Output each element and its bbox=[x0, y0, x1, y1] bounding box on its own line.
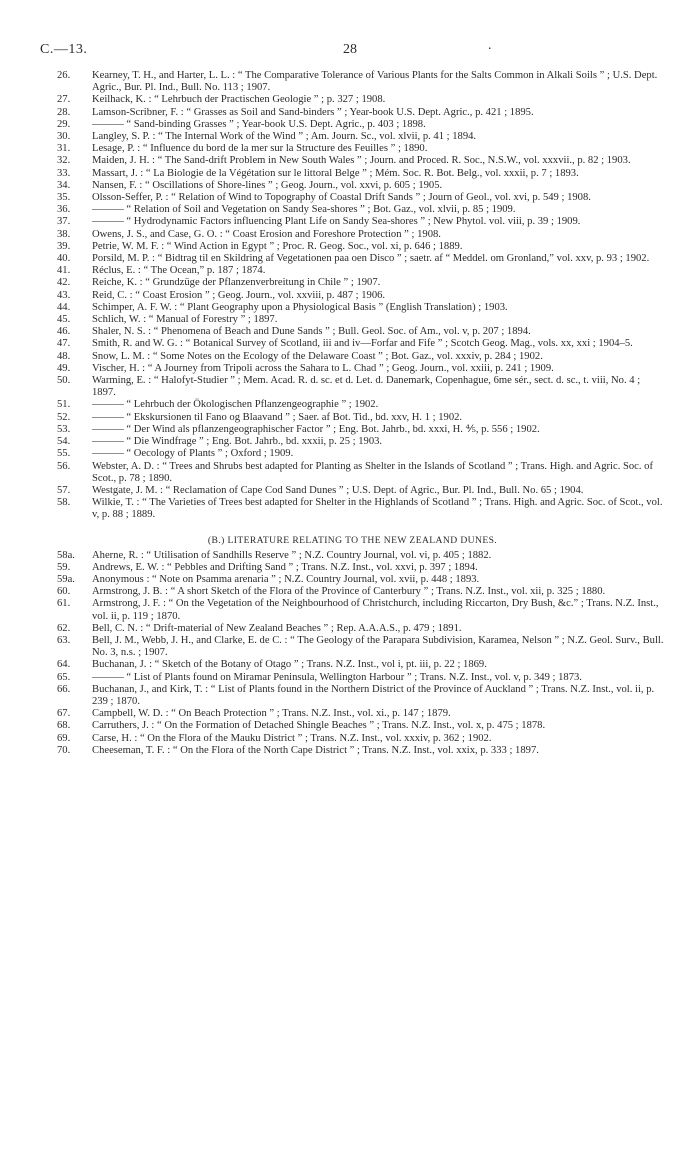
reference-list bbox=[40, 70, 665, 757]
reference-text: Snow, L. M. : “ Some Notes on the Ecology of the Delaware Coast ” ; Bot. Gaz., vol. xxxiv, p. 284 ; 1902. bbox=[92, 350, 543, 362]
reference-entry bbox=[40, 672, 665, 684]
reference-entry bbox=[40, 375, 665, 399]
reference-number: 32. bbox=[57, 155, 71, 167]
reference-text: Kearney, T. H., and Harter, L. L. : “ The Comparative Tolerance of Various Plants for the Salts Common in Alkali Soils ” ; U.S. Dept. Agric., Bur. Pl. Ind., Bull. No. 113 ; 1907. bbox=[92, 70, 658, 94]
reference-number: 70. bbox=[57, 744, 71, 756]
reference-number: 56. bbox=[57, 460, 71, 472]
reference-text: Reid, C. : “ Coast Erosion ” ; Geog. Journ., vol. xxviii, p. 487 ; 1906. bbox=[92, 289, 386, 301]
reference-number: 34. bbox=[57, 179, 71, 191]
reference-number: 36. bbox=[57, 204, 71, 216]
reference-text: Porsild, M. P. : “ Bidtrag til en Skildring af Vegetationen paa oen Disco ” ; saetr. af “ Meddel. om Gronland,” vol. xxv, p. 93 ; 1902. bbox=[92, 253, 650, 265]
reference-number: 46. bbox=[57, 326, 71, 338]
reference-text: Owens, J. S., and Case, G. O. : “ Coast Erosion and Foreshore Protection ” ; 1908. bbox=[92, 228, 441, 240]
reference-text: Cheeseman, T. F. : “ On the Flora of the North Cape District ” ; Trans. N.Z. Inst., vol. xxix, p. 333 ; 1897. bbox=[92, 744, 539, 756]
reference-entry bbox=[40, 598, 665, 622]
reference-entry bbox=[40, 733, 665, 745]
reference-entry bbox=[40, 290, 665, 302]
reference-text: Petrie, W. M. F. : “ Wind Action in Egypt ” ; Proc. R. Geog. Soc., vol. xi, p. 646 ; 1889. bbox=[92, 240, 463, 252]
reference-entry bbox=[40, 241, 665, 253]
reference-text: Andrews, E. W. : “ Pebbles and Drifting Sand ” ; Trans. N.Z. Inst., vol. xxvi, p. 397 ; 1894. bbox=[92, 561, 478, 573]
reference-text: Aherne, R. : “ Utilisation of Sandhills Reserve ” ; N.Z. Country Journal, vol. vi, p. 405 ; 1882. bbox=[92, 549, 492, 561]
reference-text: Nansen, F. : “ Oscillations of Shore-lines ” ; Geog. Journ., vol. xxvi, p. 605 ; 1905. bbox=[92, 179, 443, 191]
reference-number: 63. bbox=[57, 634, 71, 646]
reference-number: 53. bbox=[57, 423, 71, 435]
reference-number: 59a. bbox=[57, 573, 75, 585]
reference-number: 31. bbox=[57, 143, 71, 155]
reference-entry bbox=[40, 424, 665, 436]
reference-number: 35. bbox=[57, 192, 71, 204]
reference-entry bbox=[40, 351, 665, 363]
reference-number: 66. bbox=[57, 683, 71, 695]
reference-number: 61. bbox=[57, 598, 71, 610]
reference-text: Webster, A. D. : “ Trees and Shrubs best adapted for Planting as Shelter in the Islands of Scotland ” ; Trans. High. and Agric. Soc. of Scot., p. 78 ; 1890. bbox=[92, 460, 654, 484]
reference-number: 57. bbox=[57, 484, 71, 496]
reference-entry bbox=[40, 314, 665, 326]
reference-entry bbox=[40, 436, 665, 448]
reference-number: 59. bbox=[57, 561, 71, 573]
reference-entry bbox=[40, 155, 665, 167]
reference-text: Massart, J. : “ La Biologie de la Végétation sur le littoral Belge ” ; Mém. Soc. R. Bot. Belg., vol. xxxii, p. 7 ; 1893. bbox=[92, 167, 579, 179]
reference-text: ——— “ Relation of Soil and Vegetation on Sandy Sea-shores ” ; Bot. Gaz., vol. xlvii, p. 85 ; 1909. bbox=[92, 204, 516, 216]
reference-number: 27. bbox=[57, 94, 71, 106]
reference-entry bbox=[40, 485, 665, 497]
reference-text: Anonymous : “ Note on Psamma arenaria ” ; N.Z. Country Journal, vol. xvii, p. 448 ; 1893. bbox=[92, 573, 480, 585]
reference-list-section-a bbox=[40, 70, 665, 522]
reference-entry bbox=[40, 326, 665, 338]
reference-number: 26. bbox=[57, 70, 71, 81]
reference-number: 47. bbox=[57, 338, 71, 350]
reference-text: Keilhack, K. : “ Lehrbuch der Practischen Geologie ” ; p. 327 ; 1908. bbox=[92, 94, 386, 106]
reference-text: Réclus, E. : “ The Ocean,” p. 187 ; 1874. bbox=[92, 265, 266, 277]
reference-entry bbox=[40, 497, 665, 521]
reference-entry bbox=[40, 70, 665, 94]
document-code: C.—13. bbox=[40, 42, 88, 57]
reference-number: 40. bbox=[57, 253, 71, 265]
reference-text: Olsson-Seffer, P. : “ Relation of Wind to Topography of Coastal Drift Sands ” ; Journ of Geol., vol. xvi, p. 549 ; 1908. bbox=[92, 192, 591, 204]
reference-text: ——— “ Sand-binding Grasses ” ; Year-book U.S. Dept. Agric., p. 403 ; 1898. bbox=[92, 118, 426, 130]
reference-text: Buchanan, J. : “ Sketch of the Botany of Otago ” ; Trans. N.Z. Inst., vol i, pt. iii, p. 22 ; 1869. bbox=[92, 659, 487, 671]
reference-number: 67. bbox=[57, 708, 71, 720]
reference-entry bbox=[40, 708, 665, 720]
reference-entry bbox=[40, 720, 665, 732]
reference-entry bbox=[40, 216, 665, 228]
reference-text: ——— “ List of Plants found on Miramar Peninsula, Wellington Harbour ” ; Trans. N.Z. Inst., vol. v, p. 349 ; 1873. bbox=[92, 671, 582, 683]
reference-text: ——— “ Hydrodynamic Factors influencing Plant Life on Sandy Sea-shores ” ; New Phytol. vol. viii, p. 39 ; 1909. bbox=[92, 216, 581, 228]
reference-list-section-b bbox=[40, 550, 665, 757]
reference-number: 42. bbox=[57, 277, 71, 289]
reference-text: Schimper, A. F. W. : “ Plant Geography upon a Physiological Basis ” (English Translation) ; 1903. bbox=[92, 301, 508, 313]
reference-entry bbox=[40, 338, 665, 350]
reference-text: Shaler, N. S. : “ Phenomena of Beach and Dune Sands ” ; Bull. Geol. Soc. of Am., vol. v, p. 207 ; 1894. bbox=[92, 326, 531, 338]
reference-number: 54. bbox=[57, 436, 71, 448]
reference-number: 39. bbox=[57, 240, 71, 252]
reference-number: 37. bbox=[57, 216, 71, 228]
reference-text: Smith, R. and W. G. : “ Botanical Survey of Scotland, iii and iv—Forfar and Fife ” ; Scotch Geog. Mag., vols. xx, xxi ; 1904–5. bbox=[92, 338, 633, 350]
reference-number: 62. bbox=[57, 622, 71, 634]
reference-text: Vischer, H. : “ A Journey from Tripoli across the Sahara to L. Chad ” ; Geog. Journ., vol. xxiii, p. 241 ; 1909. bbox=[92, 362, 554, 374]
reference-entry bbox=[40, 623, 665, 635]
reference-number: 43. bbox=[57, 289, 71, 301]
reference-text: Armstrong, J. F. : “ On the Vegetation of the Neighbourhood of Christchurch, including Riccarton, Dry Bush, &c.” ; Trans. N.Z. Inst., vol. ii, p. 119 ; 1870. bbox=[92, 598, 659, 622]
reference-entry bbox=[40, 399, 665, 411]
reference-number: 29. bbox=[57, 118, 71, 130]
reference-entry bbox=[40, 684, 665, 708]
reference-entry bbox=[40, 131, 665, 143]
reference-number: 33. bbox=[57, 167, 71, 179]
reference-number: 51. bbox=[57, 399, 71, 411]
reference-text: ——— “ Der Wind als pflanzengeographischer Factor ” ; Eng. Bot. Jahrb., bd. xxxi, H. ⅘, p. 556 ; 1902. bbox=[92, 423, 540, 435]
reference-entry bbox=[40, 635, 665, 659]
reference-entry bbox=[40, 363, 665, 375]
reference-text: Lesage, P. : “ Influence du bord de la mer sur la Structure des Feuilles ” ; 1890. bbox=[92, 143, 428, 155]
reference-text: Westgate, J. M. : “ Reclamation of Cape Cod Sand Dunes ” ; U.S. Dept. of Agric., Bur. Pl. Ind., Bull. No. 65 ; 1904. bbox=[92, 484, 584, 496]
reference-text: Maiden, J. H. : “ The Sand-drift Problem in New South Wales ” ; Journ. and Proced. R. Soc., N.S.W., vol. xxxvii., p. 82 ; 1903. bbox=[92, 155, 631, 167]
page-number: 28 bbox=[343, 42, 357, 57]
reference-entry bbox=[40, 461, 665, 485]
reference-text: Lamson-Scribner, F. : “ Grasses as Soil and Sand-binders ” ; Year-book U.S. Dept. Agric., p. 421 ; 1895. bbox=[92, 106, 534, 118]
reference-entry bbox=[40, 229, 665, 241]
reference-number: 38. bbox=[57, 228, 71, 240]
reference-number: 64. bbox=[57, 659, 71, 671]
reference-entry bbox=[40, 107, 665, 119]
reference-number: 58. bbox=[57, 497, 71, 509]
reference-entry bbox=[40, 168, 665, 180]
reference-entry bbox=[40, 192, 665, 204]
reference-text: ——— “ Die Windfrage ” ; Eng. Bot. Jahrb., bd. xxxii, p. 25 ; 1903. bbox=[92, 436, 383, 448]
reference-text: ——— “ Lehrbuch der Ökologischen Pflanzengeographie ” ; 1902. bbox=[92, 399, 379, 411]
reference-text: Campbell, W. D. : “ On Beach Protection ” ; Trans. N.Z. Inst., vol. xi., p. 147 ; 1879. bbox=[92, 708, 451, 720]
reference-entry bbox=[40, 265, 665, 277]
reference-entry bbox=[40, 448, 665, 460]
reference-text: Reiche, K. : “ Grundzüge der Pflanzenverbreitung in Chile ” ; 1907. bbox=[92, 277, 381, 289]
reference-number: 45. bbox=[57, 314, 71, 326]
reference-entry bbox=[40, 659, 665, 671]
reference-number: 52. bbox=[57, 411, 71, 423]
reference-number: 50. bbox=[57, 375, 71, 387]
reference-number: 28. bbox=[57, 106, 71, 118]
reference-entry bbox=[40, 253, 665, 265]
reference-number: 48. bbox=[57, 350, 71, 362]
reference-entry bbox=[40, 204, 665, 216]
reference-number: 55. bbox=[57, 448, 71, 460]
reference-number: 69. bbox=[57, 732, 71, 744]
header-mark: · bbox=[487, 42, 492, 57]
reference-number: 68. bbox=[57, 720, 71, 732]
reference-entry bbox=[40, 574, 665, 586]
reference-text: Bell, J. M., Webb, J. H., and Clarke, E. de C. : “ The Geology of the Parapara Subdivision, Karamea, Nelson ” ; N.Z. Geol. Surv., Bull. No. 3, n.s. ; 1907. bbox=[92, 634, 664, 659]
reference-entry bbox=[40, 562, 665, 574]
reference-number: 44. bbox=[57, 301, 71, 313]
reference-entry bbox=[40, 745, 665, 757]
reference-number: 30. bbox=[57, 131, 71, 143]
page-header bbox=[40, 42, 660, 62]
reference-entry bbox=[40, 94, 665, 106]
reference-entry bbox=[40, 302, 665, 314]
reference-number: 58a. bbox=[57, 549, 75, 561]
reference-text: Schlich, W. : “ Manual of Forestry ” ; 1897. bbox=[92, 314, 278, 326]
reference-entry bbox=[40, 180, 665, 192]
reference-text: ——— “ Oecology of Plants ” ; Oxford ; 1909. bbox=[92, 448, 294, 460]
reference-text: Carruthers, J. : “ On the Formation of Detached Shingle Beaches ” ; Trans. N.Z. Inst., vol. x, p. 475 ; 1878. bbox=[92, 720, 546, 732]
reference-entry bbox=[40, 277, 665, 289]
reference-entry bbox=[40, 586, 665, 598]
reference-text: Bell, C. N. : “ Drift-material of New Zealand Beaches ” ; Rep. A.A.A.S., p. 479 ; 1891. bbox=[92, 622, 462, 634]
reference-entry bbox=[40, 550, 665, 562]
reference-text: Warming, E. : “ Halofyt-Studier ” ; Mem. Acad. R. d. sc. et d. Let. d. Danemark, Copenhague, 6me sér., sect. d. sc., t. viii, No. 4 ; 1897. bbox=[92, 375, 641, 399]
reference-text: Armstrong, J. B. : “ A short Sketch of the Flora of the Province of Canterbury ” ; Trans. N.Z. Inst., vol. xii, p. 325 ; 1880. bbox=[92, 586, 606, 598]
reference-text: Wilkie, T. : “ The Varieties of Trees best adapted for Shelter in the Highlands of Scotland ” ; Trans. High. and Agric. Soc. of Scot., vol. v, p. 88 ; 1889. bbox=[92, 497, 663, 521]
reference-number: 41. bbox=[57, 265, 71, 277]
reference-text: Buchanan, J., and Kirk, T. : “ List of Plants found in the Northern District of the Province of Auckland ” ; Trans. N.Z. Inst., vol. ii, p. 239 ; 1870. bbox=[92, 683, 655, 707]
reference-number: 60. bbox=[57, 586, 71, 598]
reference-entry bbox=[40, 412, 665, 424]
reference-entry bbox=[40, 119, 665, 131]
reference-entry bbox=[40, 143, 665, 155]
section-b-heading: (B.) LITERATURE RELATING TO THE NEW ZEALAND DUNES. bbox=[207, 534, 498, 546]
reference-number: 49. bbox=[57, 362, 71, 374]
reference-text: Langley, S. P. : “ The Internal Work of the Wind ” ; Am. Journ. Sc., vol. xlvii, p. 41 ; 1894. bbox=[92, 131, 477, 143]
reference-text: ——— “ Ekskursionen til Fano og Blaavand ” ; Saer. af Bot. Tid., bd. xxv, H. 1 ; 1902. bbox=[92, 411, 463, 423]
reference-text: Carse, H. : “ On the Flora of the Mauku District ” ; Trans. N.Z. Inst., vol. xxxiv, p. 362 ; 1902. bbox=[92, 732, 492, 744]
reference-number: 65. bbox=[57, 671, 71, 683]
